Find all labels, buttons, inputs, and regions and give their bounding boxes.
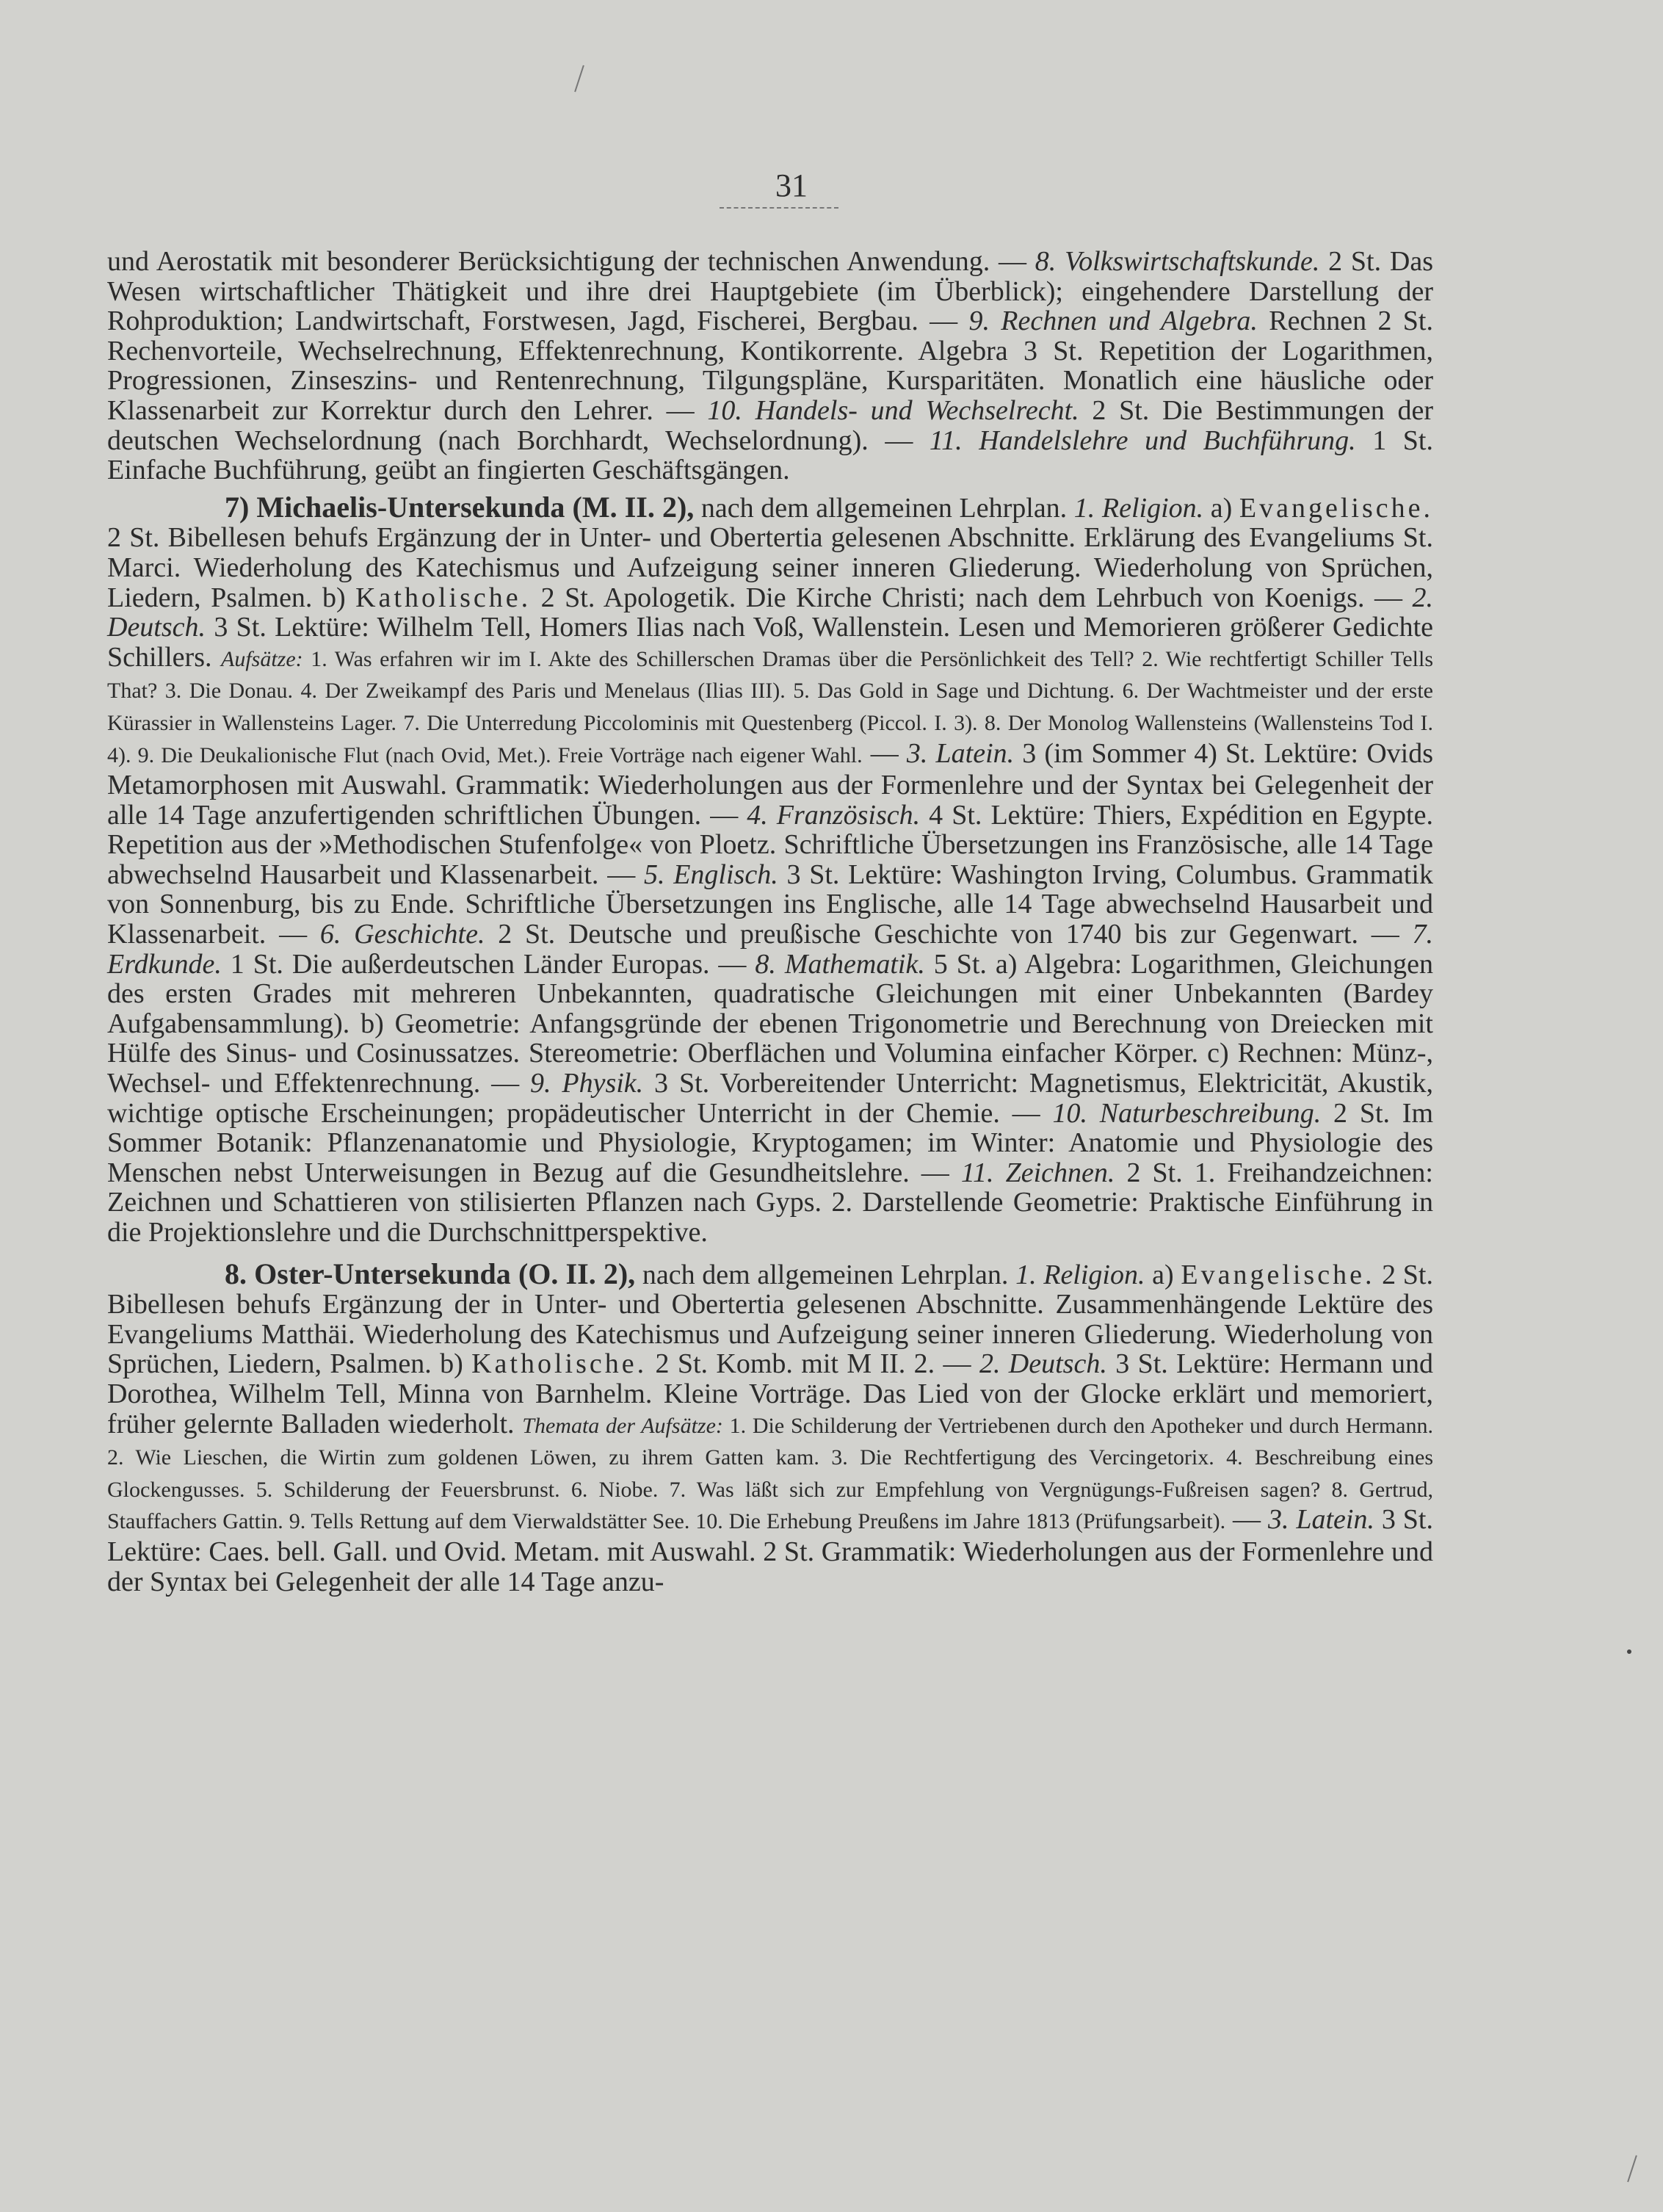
subject-volkswirtschaftskunde: 8. Volkswirtschaftskunde. [1035,246,1320,277]
subject-handelsrecht: 10. Handels- und Wechselrecht. [707,394,1079,426]
essay-topics: 1. Die Schilderung der Vertriebenen durch den Apotheker und durch Hermann. 2. Wie Lieschen, die Wirtin zum goldenen Löwen, zu ihrem Gatten kam. 3. Die Rechtfertigung des Vercingetorix. 4. Beschreibung eines Glockengusses. 5. Schilderung der Feuersbrunst. 6. Niobe. 7. Was läßt sich zur Empfehlung von Vergnügungs-Fußreisen sagen? 8. Gertrud, Stauffachers Gattin. 9. Tells Rettung auf dem Vierwaldstätter See. 10. Die Erhebung Preußens im Jahre 1813 (Prüfungsarbeit). [107,1413,1433,1534]
essays-label: Aufsätze: [221,646,303,671]
subject-naturbeschreibung: 10. Naturbeschreibung. [1052,1097,1322,1129]
scan-mark [574,65,584,93]
paragraph-continuation [107,247,1433,485]
text-run: 5 St. a) Algebra: Logarithmen, Gleichungen des ersten Grades mit mehreren Unbekannten, quadratische Gleichungen mit einer Unbekannten (Bardey Aufgabensammlung). b) Geometrie: Anfangsgründe der ebenen Trigonometrie und Berechnung von Dreiecken mit Hülfe des Sinus- und Cosinussatzes. Stereometrie: Oberflächen und Volumina einfacher Körper. c) Rechnen: Münz-, Wechsel- und Effektenrechnung. — [107,948,1433,1099]
text-run: 3 St. Lektüre: Wilhelm Tell, Homers Ilias nach Voß, Wallenstein. Lesen und Memorieren größerer Gedichte Schillers. [107,612,1433,673]
text-run: 2 St. 1. Freihandzeichnen: Zeichnen und Schattieren von stilisierten Pflanzen nach Gyps. 2. Darstellende Geometrie: Praktische Einführung in die Projektionslehre und die Durchschnittperspektive. [107,1157,1433,1248]
essay-topics: 1. Was erfahren wir im I. Akte des Schillerschen Dramas über die Persönlichkeit des Tell? 2. Wie rechtfertigt Schiller Tells That? 3. Die Donau. 4. Der Zweikampf des Paris und Menelaus (Ilias III). 5. Das Gold in Sage und Dichtung. 6. Der Wachtmeister und der erste Kürassier in Wallensteins Lager. 7. Die Unterredung Piccolominis mit Questenberg (Piccol. I. 3). 8. Der Monolog Wallensteins (Wallensteins Tod I. 4). 9. Die Deukalionische Flut (nach Ovid, Met.). Freie Vorträge nach eigener Wahl. [107,646,1433,767]
subject-latein: 3. Latein. [906,737,1015,769]
subject-geschichte: 6. Geschichte. [319,919,485,950]
spaced-term: Evangelische. [1181,1259,1375,1290]
subject-erdkunde: 7. Erdkunde. [107,919,1434,980]
text-run: nach dem allgemeinen Lehrplan. [694,492,1074,524]
scan-speck [1627,1649,1631,1654]
section-oster-untersekunda [107,1259,1433,1597]
text-run: 2 St. Bibellesen behufs Ergänzung der in Unter- und Obertertia gelesenen Abschnitte. Zusammenhängende Lektüre des Evangeliums Matthäi. Wiederholung des Katechismus und Aufzeigung seiner inneren Gliederung. Wiederholung von Sprüchen, Liedern, Psalmen. b) [107,1259,1433,1380]
subject-rechnen-algebra: 9. Rechnen und Algebra. [968,306,1258,337]
text-run: und Aerostatik mit besonderer Berücksichtigung der technischen Anwendung. — [107,246,1035,277]
text-run: a) [1145,1259,1181,1290]
text-run: 3 St. Lektüre: Caes. bell. Gall. und Ovid. Metam. mit Auswahl. 2 St. Grammatik: Wiederholungen aus der Formenlehre und der Syntax bei Gelegenheit der alle 14 Tage anzu- [107,1504,1433,1597]
subject-deutsch: 2. Deutsch. [107,582,1433,643]
spaced-term: Katholische. [355,582,532,613]
page-number-underline [720,207,838,209]
page-number: 31 [775,167,808,203]
text-run: 2 St. Das Wesen wirtschaftlicher Thätigkeit und ihre drei Hauptgebiete (im Überblick); eingehendere Darstellung der Rohproduktion; Landwirtschaft, Forstwesen, Jagd, Fischerei, Bergbau. — [107,246,1433,337]
subject-mathematik: 8. Mathematik. [755,948,925,980]
text-run: nach dem allgemeinen Lehrplan. [635,1259,1016,1290]
subject-religion: 1. Religion. [1015,1259,1145,1290]
section-michaelis-untersekunda [107,490,1434,1248]
subject-franzoesisch: 4. Französisch. [747,799,921,831]
text-run: 3 St. Lektüre: Washington Irving, Columbus. Grammatik von Sonnenburg, bis zu Ende. Schriftliche Übersetzungen ins Englische, alle 14 Tage abwechselnd Hausarbeit und Klassenarbeit. — [107,859,1433,950]
text-run: 2 St. Deutsche und preußische Geschichte von 1740 bis zur Gegenwart. — [485,919,1413,950]
text-run: 2 St. Bibellesen behufs Ergänzung der in Unter- und Obertertia gelesenen Abschnitte. Erklärung des Evangeliums St. Marci. Wiederholung des Katechismus und Aufzeigung seiner inneren Gliederung. Wiederholung von Sprüchen, Liedern, Psalmen. b) [107,522,1433,613]
section-heading: 8. Oster-Untersekunda (O. II. 2), [225,1257,636,1290]
essays-label: Themata der Aufsätze: [522,1413,723,1438]
spaced-term: Katholische. [471,1348,648,1380]
text-run: 2 St. Komb. mit M II. 2. — [647,1348,979,1380]
section-heading: 7) Michaelis-Untersekunda (M. II. 2), [225,490,695,524]
text-run: 3 St. Vorbereitender Unterricht: Magnetismus, Elektricität, Akustik, wichtige optische Erscheinungen; propädeutischer Unterricht in der Chemie. — [107,1068,1434,1129]
text-run: — [862,737,907,769]
scan-mark [1627,2155,1637,2183]
text-run: 2 St. Im Sommer Botanik: Pflanzenanatomie und Physiologie, Kryptogamen; im Winter: Anatomie und Physiologie des Menschen nebst Unterweisungen in Bezug auf die Gesundheitslehre. — [107,1097,1434,1188]
subject-handelslehre: 11. Handelslehre und Buchführung. [929,424,1356,456]
subject-deutsch: 2. Deutsch. [979,1348,1107,1380]
text-run: 3 St. Lektüre: Hermann und Dorothea, Wilhelm Tell, Minna von Barnhelm. Kleine Vorträge. Das Lied von der Glocke erklärt und memoriert, früher gelernte Balladen wiederholt. [107,1348,1433,1439]
text-run: Rechnen 2 St. Rechenvorteile, Wechselrechnung, Effektenrechnung, Kontikorrente. Algebra 3 St. Repetition der Logarithmen, Progressionen, Zinseszins- und Rentenrechnung, Tilgungspläne, Kursparitäten. Monatlich eine häusliche oder Klassenarbeit zur Korrektur durch den Lehrer. — [107,306,1433,426]
subject-physik: 9. Physik. [529,1068,644,1099]
text-run: 4 St. Lektüre: Thiers, Expédition en Egypte. Repetition aus der »Methodischen Stufenfolge« von Ploetz. Schriftliche Übersetzungen ins Französische, alle 14 Tage abwechselnd Hausarbeit und Klassenarbeit. — [107,799,1433,890]
spaced-term: Evangelische. [1239,492,1433,524]
subject-latein: 3. Latein. [1267,1504,1374,1536]
text-run: 2 St. Die Bestimmungen der deutschen Wechselordnung (nach Borchhardt, Wechselordnung). — [107,394,1433,456]
text-run: 2 St. Apologetik. Die Kirche Christi; nach dem Lehrbuch von Koenigs. — [531,582,1413,613]
text-run: 1 St. Einfache Buchführung, geübt an fingierten Geschäftsgängen. [107,424,1433,486]
text-run: 3 (im Sommer 4) St. Lektüre: Ovids Metamorphosen mit Auswahl. Grammatik: Wiederholungen aus der Formenlehre und der Syntax bei Gelegenheit der alle 14 Tage anzufertigenden schriftlichen Übungen. — [107,737,1433,831]
text-run: 1 St. Die außerdeutschen Länder Europas. — [221,948,756,980]
subject-englisch: 5. Englisch. [643,859,778,890]
subject-zeichnen: 11. Zeichnen. [960,1157,1115,1188]
text-run: — [1225,1504,1268,1536]
text-run: a) [1203,492,1239,524]
subject-religion: 1. Religion. [1073,492,1204,524]
body-text [107,247,1433,1597]
